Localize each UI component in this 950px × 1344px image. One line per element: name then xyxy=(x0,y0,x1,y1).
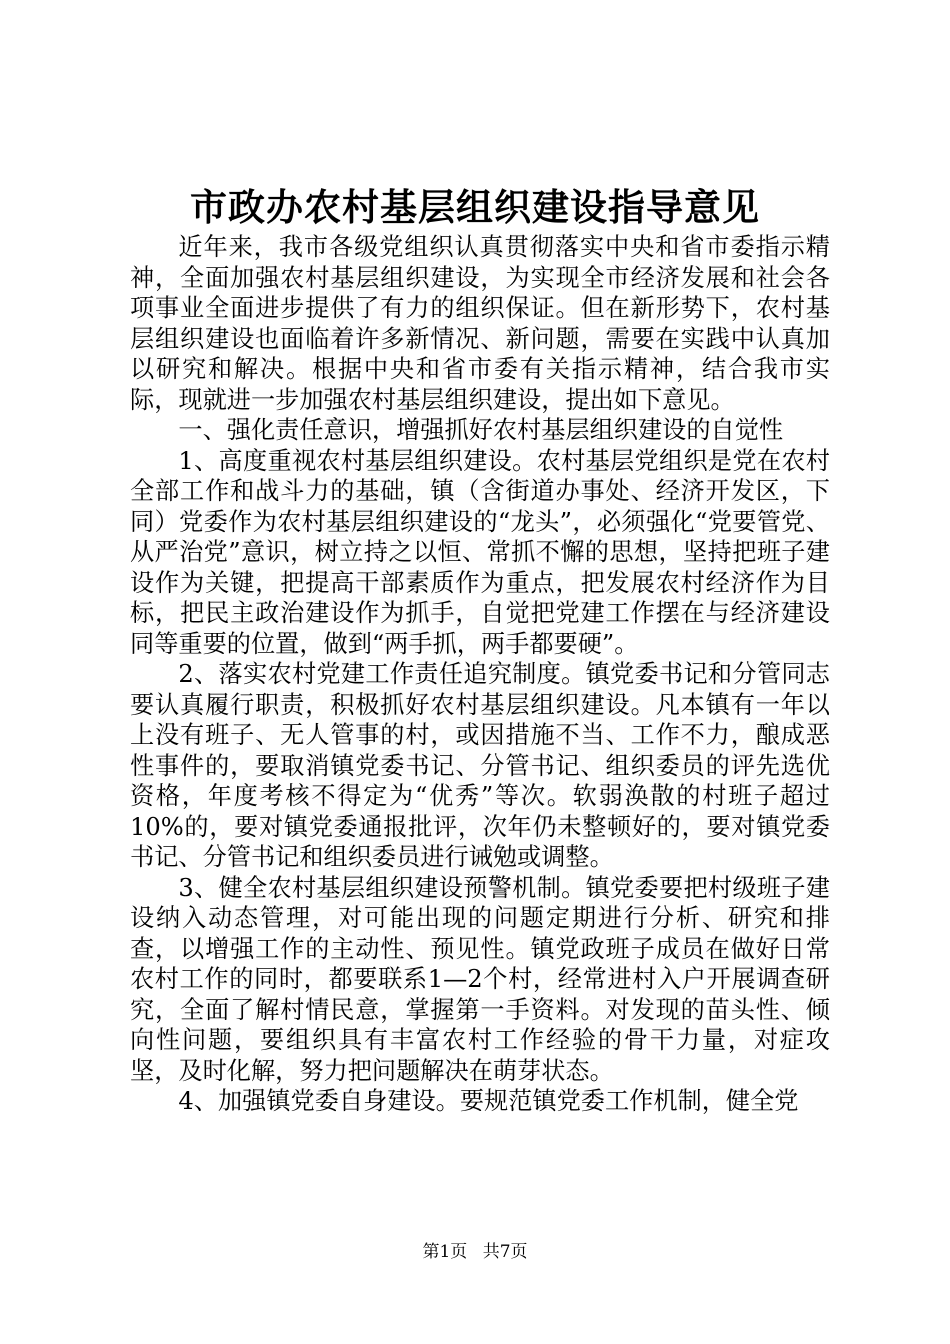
page-total: 共7页 xyxy=(482,1242,528,1262)
paragraph-item-1: 1、高度重视农村基层组织建设。农村基层党组织是党在农村全部工作和战斗力的基础，镇（含街道办事处、经济开发区，下同）党委作为农村基层组织建设的“龙头”，必须强化“党要管党、从严治党”意识，树立持之以恒、常抓不懈的思想，坚持把班子建设作为关键，把提高干部素质作为重点，把发展农村经济作为目标，把民主政治建设作为抓手，自觉把党建工作摆在与经济建设同等重要的位置，做到“两手抓，两手都要硬”。 xyxy=(130,446,830,658)
page-number: 第1页 xyxy=(422,1242,468,1262)
page-footer xyxy=(0,1240,950,1264)
paragraph-item-4: 4、加强镇党委自身建设。要规范镇党委工作机制，健全党 xyxy=(178,1087,799,1115)
section-heading-1: 一、强化责任意识，增强抓好农村基层组织建设的自觉性 xyxy=(178,416,784,444)
paragraph-item-3: 3、健全农村基层组织建设预警机制。镇党委要把村级班子建设纳入动态管理，对可能出现的问题定期进行分析、研究和排查，以增强工作的主动性、预见性。镇党政班子成员在做好日常农村工作的同时，都要联系1—2个村，经常进村入户开展调查研究，全面了解村情民意，掌握第一手资料。对发现的苗头性、倾向性问题，要组织具有丰富农村工作经验的骨干力量，对症攻坚，及时化解，努力把问题解决在萌芽状态。 xyxy=(130,873,830,1085)
document-body xyxy=(130,232,830,1117)
paragraph-intro: 近年来，我市各级党组织认真贯彻落实中央和省市委指示精神，全面加强农村基层组织建设，为实现全市经济发展和社会各项事业全面进步提供了有力的组织保证。但在新形势下，农村基层组织建设也面临着许多新情况、新问题，需要在实践中认真加以研究和解决。根据中央和省市委有关指示精神，结合我市实际，现就进一步加强农村基层组织建设，提出如下意见。 xyxy=(130,233,830,414)
paragraph-item-2: 2、落实农村党建工作责任追究制度。镇党委书记和分管同志要认真履行职责，积极抓好农村基层组织建设。凡本镇有一年以上没有班子、无人管事的村，或因措施不当、工作不力，酿成恶性事件的，要取消镇党委书记、分管书记、组织委员的评先选优资格，年度考核不得定为“优秀”等次。软弱涣散的村班子超过10%的，要对镇党委通报批评，次年仍未整顿好的，要对镇党委书记、分管书记和组织委员进行诫勉或调整。 xyxy=(130,660,830,871)
document-title: 市政办农村基层组织建设指导意见 xyxy=(190,185,760,229)
